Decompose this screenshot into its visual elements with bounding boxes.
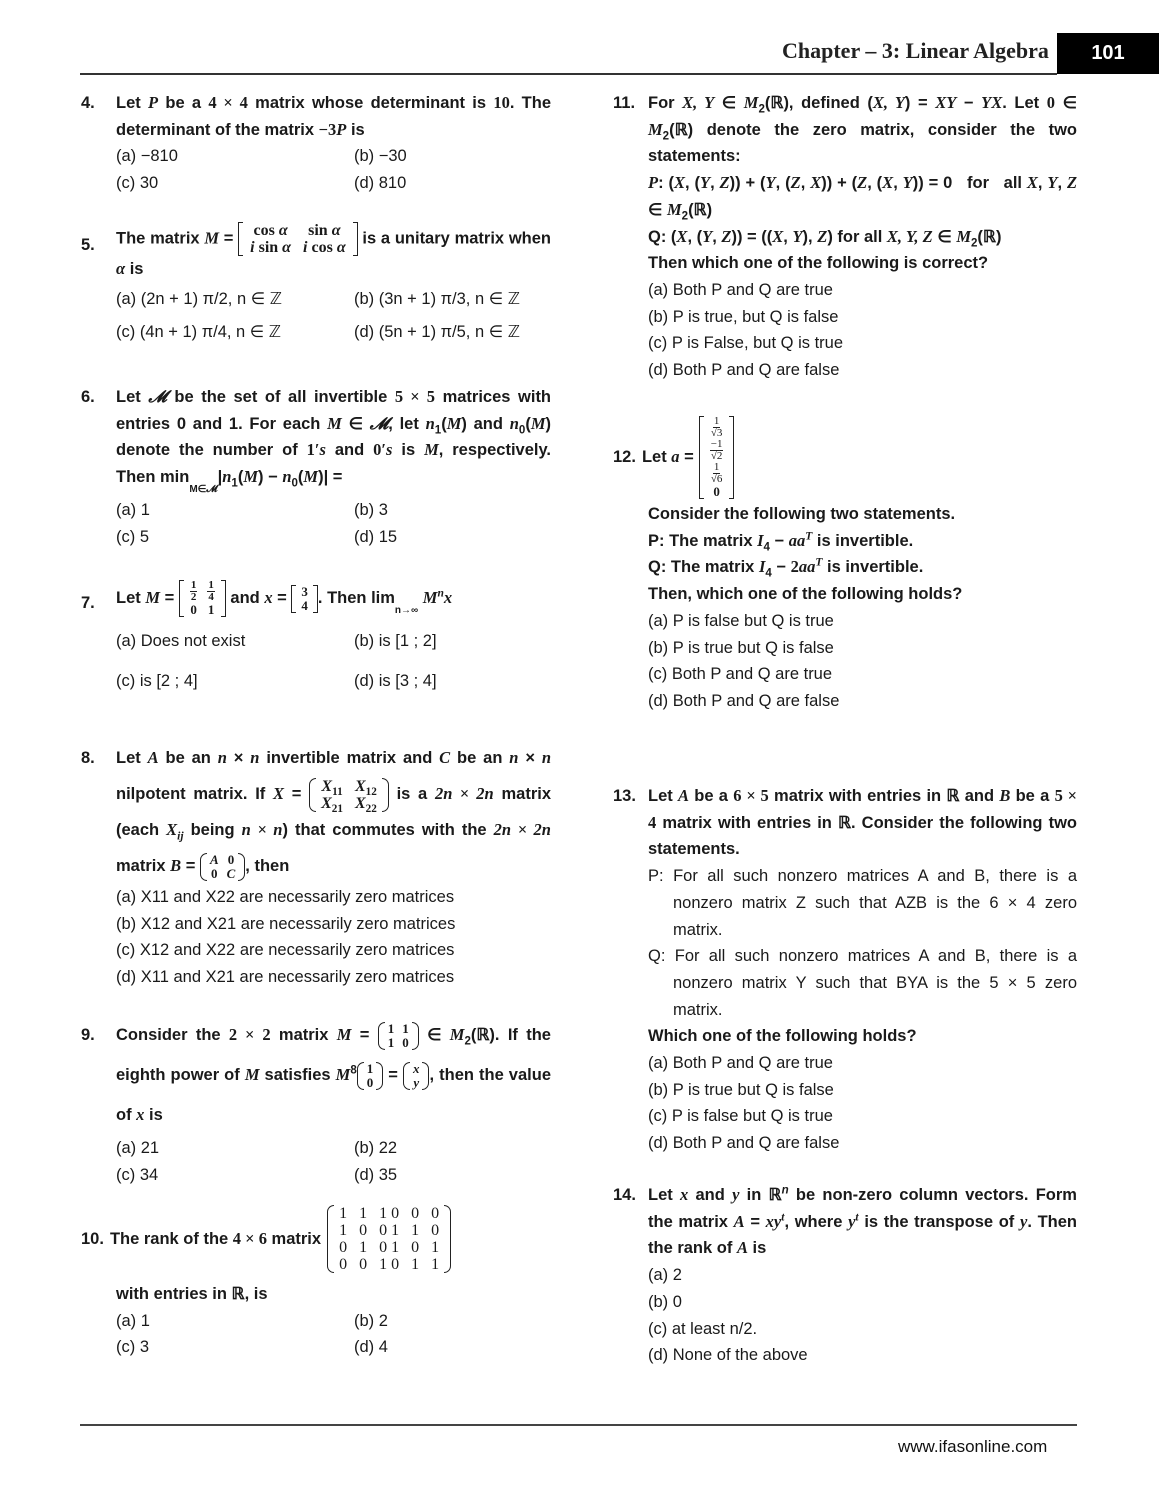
options — [648, 277, 1077, 384]
question-ask: Then, which one of the following holds? — [648, 585, 963, 604]
option-a: (a) Both P and Q are true — [648, 1054, 833, 1073]
options — [116, 1308, 551, 1361]
question-5 — [81, 222, 551, 349]
chapter-title: Chapter – 3: Linear Algebra — [782, 38, 1049, 63]
statement-q: Q: For all such nonzero matrices A and B, there is a nonzero matrix Y such that BYA is the 5 × 5 zero matrix. — [648, 947, 1077, 1019]
option-b: (b) −30 — [354, 147, 407, 166]
option-a: (a) Does not exist — [116, 632, 246, 650]
option-c: (c) 3 — [116, 1338, 149, 1357]
question-number: 11. — [613, 94, 636, 112]
header-divider — [80, 73, 1057, 75]
option-b: (b) P is true, but Q is false — [648, 307, 839, 326]
option-c: (c) is [2 ; 4] — [116, 672, 198, 690]
matrix-m: $\frac{1}{2}$ $\frac{1}{4}$ 0 1 — [179, 580, 226, 617]
option-a: (a) 2 — [648, 1266, 682, 1285]
option-d: (d) 35 — [354, 1165, 398, 1184]
question-9 — [81, 1015, 551, 1188]
question-13 — [613, 783, 1077, 1157]
option-c: (c) P is false but Q is true — [648, 1107, 833, 1126]
matrix-x: $X_{11}$ $X_{12}$ $X_{21}$ $X_{22}$ — [309, 778, 389, 812]
option-c: (c) 34 — [116, 1165, 159, 1184]
question-11 — [613, 90, 1077, 384]
option-b: (b) (3n + 1) π/3, n ∈ ℤ — [354, 289, 520, 308]
option-c: (c) (4n + 1) π/4, n ∈ ℤ — [116, 322, 282, 341]
question-number: 10. — [81, 1229, 104, 1248]
question-10: 10. The rank of the 4 × 6 matrix 1 1 1 0 0 0 1 0 0 1 1 0 0 1 0 1 0 1 0 0 1 0 1 1 with entries in ℝ, is (a) 1 (b) 2 (c) 3 (d) 4 — [81, 1205, 551, 1361]
page-number: 101 — [1057, 33, 1159, 74]
option-a: (a) 1 — [116, 1311, 150, 1330]
matrix-4x6: 1 1 1 0 0 0 1 0 0 1 1 0 0 1 0 1 0 1 0 0 1 0 1 1 — [327, 1205, 451, 1273]
options — [116, 497, 551, 550]
option-d: (d) (5n + 1) π/5, n ∈ ℤ — [354, 322, 520, 341]
option-a: (a) 1 — [116, 500, 150, 519]
option-d: (d) 15 — [354, 527, 398, 546]
question-stem: Let 𝓜 be the set of all invertible 5 × 5 matrices with entries 0 and 1. For each M ∈ 𝓜, let $n_1(M)$ and $n_0(M)$ denote the number of 1′s and 0′s is M, respectively. Then $\min_{M\in 𝓜}|n_1(M) - n_0(M)|$ = — [116, 387, 552, 496]
option-c: (c) P is False, but Q is true — [648, 334, 844, 353]
option-b: (b) 2 — [354, 1311, 388, 1330]
consider-text: Consider the following two statements. — [648, 505, 956, 523]
matrix-m: cos α sin α i sin α i cos α — [238, 222, 358, 256]
option-b: (b) 3 — [354, 500, 388, 519]
question-number: 6. — [81, 388, 95, 406]
option-d: (d) is [3 ; 4] — [354, 672, 437, 690]
question-stem: The matrix M = cos α sin α i sin α i cos α is a unitary matrix when α is — [116, 222, 552, 278]
option-d: (d) Both P and Q are false — [648, 361, 840, 380]
options — [116, 1135, 551, 1188]
question-6 — [81, 384, 551, 550]
question-stem: Let A be an n × n invertible matrix and C be an n × n nilpotent matrix. If X = $X_{11}$ $X_{12}$ $X_{21}$ $X_{22}$ is a 2n × 2n matrix (each $X_{ij}$ being n × n) that commutes with the 2n × 2n matrix B = A 0 0 C , then — [116, 748, 552, 881]
options — [116, 621, 551, 701]
option-b: (b) 0 — [648, 1292, 682, 1311]
question-14 — [613, 1182, 1077, 1369]
option-d: (d) None of the above — [648, 1346, 808, 1365]
option-a: (a) −810 — [116, 147, 178, 166]
statement-p: P: (X, (Y, Z)) + (Y, (Z, X)) + (Z, (X, Y)) = 0 for all X, Y, Z ∈ $M_2(ℝ)$ — [648, 173, 1078, 223]
question-number: 13. — [613, 787, 636, 805]
matrix-b: A 0 0 C — [200, 853, 245, 881]
question-number: 4. — [81, 94, 95, 112]
option-b: (b) P is true but Q is false — [648, 638, 834, 657]
option-b: (b) is [1 ; 2] — [354, 632, 437, 650]
options — [648, 1262, 1077, 1369]
option-b: (b) X12 and X21 are necessarily zero matrices — [116, 914, 456, 933]
footer-url-link[interactable]: www.ifasonline.com — [898, 1437, 1048, 1456]
option-c: (c) 30 — [116, 174, 159, 193]
options — [116, 283, 551, 349]
question-stem: Let P be a 4 × 4 matrix whose determinant is 10. The determinant of the matrix −3P is — [116, 93, 552, 139]
question-number: 7. — [81, 594, 95, 612]
statement-q: Q: (X, (Y, Z)) = ((X, Y), Z) for all X, Y, Z ∈ $M_2(ℝ)$ — [648, 226, 1002, 249]
question-stem: 10. The rank of the 4 × 6 matrix 1 1 1 0 0 0 1 0 0 1 1 0 0 1 0 1 0 1 0 0 1 0 1 1 — [81, 1205, 551, 1273]
option-d: (d) X11 and X21 are necessarily zero matrices — [116, 968, 455, 987]
option-c: (c) X12 and X22 are necessarily zero matrices — [116, 941, 455, 960]
option-a: (a) (2n + 1) π/2, n ∈ ℤ — [116, 289, 282, 308]
question-stem: For X, Y ∈ $M_2(ℝ)$, defined (X, Y) = XY − YX. Let 0 ∈ $M_2(ℝ)$ denote the zero matrix, consider the two statements: — [648, 93, 1077, 166]
vector-a: $\frac{1}{√3}$ $\frac{-1}{√2}$ $\frac{1}{√6}$ 0 — [699, 416, 735, 499]
question-number: 9. — [81, 1026, 95, 1044]
option-a: (a) X11 and X22 are necessarily zero matrices — [116, 888, 455, 906]
vector-x: 3 4 — [291, 585, 318, 613]
option-c: (c) Both P and Q are true — [648, 665, 833, 684]
option-c: (c) 5 — [116, 527, 149, 546]
options — [648, 608, 1077, 715]
question-stem: Let x and y in ℝ$^n$ be non-zero column vectors. Form the matrix $A = xy^t$, where $y^t$ is the transpose of y. Then the rank of A is — [648, 1184, 1077, 1258]
question-number: 8. — [81, 749, 95, 767]
options — [648, 1050, 1077, 1157]
statement-q: Q: The matrix $I_4 - 2aa^T$ is invertible. — [648, 556, 924, 580]
option-b: (b) 22 — [354, 1139, 398, 1157]
option-b: (b) P is true but Q is false — [648, 1080, 834, 1099]
question-stem: Let M = $\frac{1}{2}$ $\frac{1}{4}$ 0 1 and x = 3 4 . Then $\lim_{n\to\infty} M^nx$ — [116, 579, 453, 617]
option-c: (c) at least n/2. — [648, 1319, 758, 1338]
question-number: 12. — [613, 448, 636, 467]
statement-p: P: For all such nonzero matrices A and B, there is a nonzero matrix Z such that AZB is the 6 × 4 zero matrix. — [648, 867, 1077, 939]
option-a: (a) P is false but Q is true — [648, 611, 834, 630]
question-ask: Then which one of the following is correct? — [648, 254, 989, 273]
option-d: (d) Both P and Q are false — [648, 1134, 840, 1153]
matrix-m: 1 1 1 0 — [378, 1022, 419, 1050]
statement-p: P: The matrix $I_4 - aa^T$ is invertible. — [648, 530, 914, 553]
question-12 — [613, 416, 1077, 715]
question-stem: Let A be a 6 × 5 matrix with entries in ℝ and B be a 5 × 4 matrix with entries in ℝ. Consider the following two statements. — [648, 786, 1078, 859]
option-d: (d) 810 — [354, 174, 407, 193]
options — [116, 143, 551, 196]
question-8 — [81, 740, 551, 991]
question-stem: Consider the 2 × 2 matrix M = 1 1 1 0 ∈ $M_2(ℝ)$. If the eighth power of M satisfies $M^8$ 1 0 = x y , then the value of x is — [116, 1020, 551, 1124]
question-number: 14. — [613, 1186, 636, 1204]
option-a: (a) 21 — [116, 1139, 160, 1157]
question-number: 5. — [81, 236, 95, 254]
option-d: (d) 4 — [354, 1338, 388, 1357]
question-ask: Which one of the following holds? — [648, 1027, 917, 1046]
question-4 — [81, 90, 551, 197]
question-stem: 12. Let a = $\frac{1}{√3}$ $\frac{-1}{√2}$ $\frac{1}{√6}$ 0 — [613, 416, 1077, 499]
options — [116, 884, 551, 991]
option-d: (d) Both P and Q are false — [648, 691, 840, 710]
footer-divider — [80, 1424, 1077, 1426]
option-a: (a) Both P and Q are true — [648, 280, 833, 299]
question-7 — [81, 580, 551, 701]
